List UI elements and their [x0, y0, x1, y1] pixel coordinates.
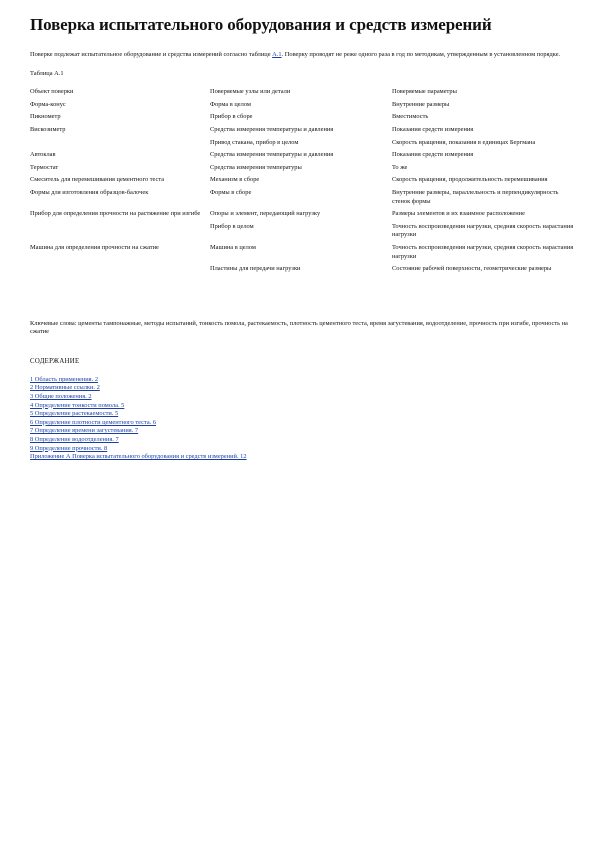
toc-link[interactable]: 9 Определение прочности. 8 — [30, 444, 108, 452]
toc-link[interactable]: 1 Область применения. 2 — [30, 375, 99, 383]
table-cell — [30, 135, 210, 148]
table-row — [30, 172, 576, 185]
table-row — [30, 261, 576, 274]
table-cell: Форма-конус — [30, 100, 66, 108]
page-title: Поверка испытательного оборудования и средств измерений — [30, 15, 492, 34]
table-row — [30, 240, 576, 261]
table-cell: Прибор в целом — [210, 222, 254, 230]
table-cell: Пластины для передачи нагрузки — [210, 265, 301, 273]
table-cell: Прибор в сборе — [210, 113, 253, 121]
table-row — [30, 206, 576, 219]
toc-item — [30, 453, 565, 462]
keywords-paragraph: Ключевые слова: цементы тампонажные, методы испытаний, тонкость помола, растекаемость, плотность цементного теста, время загустевания, водоотделение, прочность при изгибе, прочность на сжатие — [30, 319, 568, 336]
table-cell: Скорость вращения, продолжительность перемешивания — [392, 176, 548, 184]
table-cell: Смеситель для перемешивания цементного теста — [30, 176, 165, 184]
table-cell — [30, 219, 210, 240]
table-cell: Средства измерения температуры — [210, 163, 302, 171]
table-cell: Внутренние размеры, параллельность и перпендикулярность стенок формы — [392, 188, 559, 205]
table-row — [30, 122, 576, 135]
toc-item — [30, 384, 565, 393]
toc-link[interactable]: 5 Определение растекаемости. 5 — [30, 410, 119, 418]
table-cell: Формы для изготовления образцов-балочек — [30, 188, 149, 196]
toc-title: СОДЕРЖАНИЕ — [30, 357, 80, 365]
table-cell: Машина для определения прочности на сжатие — [30, 243, 159, 251]
table-cell — [30, 261, 210, 274]
toc-link[interactable]: 3 Общие положения. 2 — [30, 393, 92, 401]
table-cell: Скорость вращения, показания в единицах Бергмана — [392, 138, 536, 146]
table-cell: Термостат — [30, 163, 59, 171]
table-cell: Прибор для определения прочности на растяжение при изгибе — [30, 210, 201, 218]
table-header-row — [30, 88, 576, 97]
toc-item — [30, 436, 565, 445]
table-cell: Автоклав — [30, 151, 56, 159]
table-of-contents — [30, 376, 565, 462]
table-header-cell: Поверяемые узлы или детали — [210, 88, 291, 96]
table-cell: Показания средств измерения — [392, 125, 474, 133]
table-cell: Механизм в сборе — [210, 176, 260, 184]
toc-item — [30, 427, 565, 436]
table-cell: Вместимость — [392, 113, 429, 121]
table-cell: Формы в сборе — [210, 188, 252, 196]
table-row — [30, 185, 576, 206]
table-cell: Вискозиметр — [30, 125, 66, 133]
toc-link[interactable]: 8 Определение водоотделения. 7 — [30, 436, 119, 444]
table-row — [30, 160, 576, 173]
table-cell: Показания средств измерения — [392, 151, 474, 159]
toc-item — [30, 402, 565, 411]
toc-item — [30, 393, 565, 402]
intro-paragraph — [30, 51, 570, 60]
toc-link[interactable]: Приложение А Поверка испытательного оборудования и средств измерений. 12 — [30, 453, 247, 461]
table-row — [30, 97, 576, 110]
table-cell: Форма в целом — [210, 100, 251, 108]
toc-item — [30, 445, 565, 454]
table-cell: Точность воспроизведения нагрузки, средняя скорость нарастания нагрузки — [392, 243, 574, 260]
table-cell: То же — [392, 163, 408, 171]
table-cell: Внутренние размеры — [392, 100, 450, 108]
table-row — [30, 219, 576, 240]
intro-text-after: . Поверку проводят не реже одного раза в год по методикам, утвержденным в установленном порядке. — [281, 51, 561, 58]
toc-link[interactable]: 2 Нормативные ссылки. 2 — [30, 384, 100, 392]
table-row — [30, 109, 576, 122]
table-row — [30, 135, 576, 148]
table-cell: Пикнометр — [30, 113, 61, 121]
table-caption: Таблица А.1 — [30, 69, 64, 77]
table-cell: Точность воспроизведения нагрузки, средняя скорость нарастания нагрузки — [392, 222, 574, 239]
table-cell: Средства измерения температуры и давления — [210, 151, 334, 159]
toc-item — [30, 376, 565, 385]
table-cell: Размеры элементов и их взаимное расположение — [392, 210, 525, 218]
toc-item — [30, 410, 565, 419]
table-cell: Привод стакана, прибор в целом — [210, 138, 299, 146]
table-cell: Опоры и элемент, передающий нагрузку — [210, 210, 321, 218]
table-header-cell: Объект поверки — [30, 88, 74, 96]
table-cell: Машина в целом — [210, 243, 256, 251]
intro-text-before: Поверке подлежат испытательное оборудование и средства измерений согласно таблице — [30, 51, 273, 58]
table-cell: Средства измерения температуры и давления — [210, 125, 334, 133]
table-cell: Состояние рабочей поверхности, геометрические размеры — [392, 265, 552, 273]
table-a1-link[interactable]: А.1 — [272, 51, 282, 58]
toc-link[interactable]: 4 Определение тонкости помола. 5 — [30, 401, 125, 409]
toc-link[interactable]: 6 Определение плотности цементного теста. 6 — [30, 418, 157, 426]
verification-table — [30, 88, 576, 274]
table-header-cell: Поверяемые параметры — [392, 88, 457, 96]
toc-item — [30, 419, 565, 428]
table-row — [30, 147, 576, 160]
toc-link[interactable]: 7 Определение времени загустевания. 7 — [30, 427, 139, 435]
